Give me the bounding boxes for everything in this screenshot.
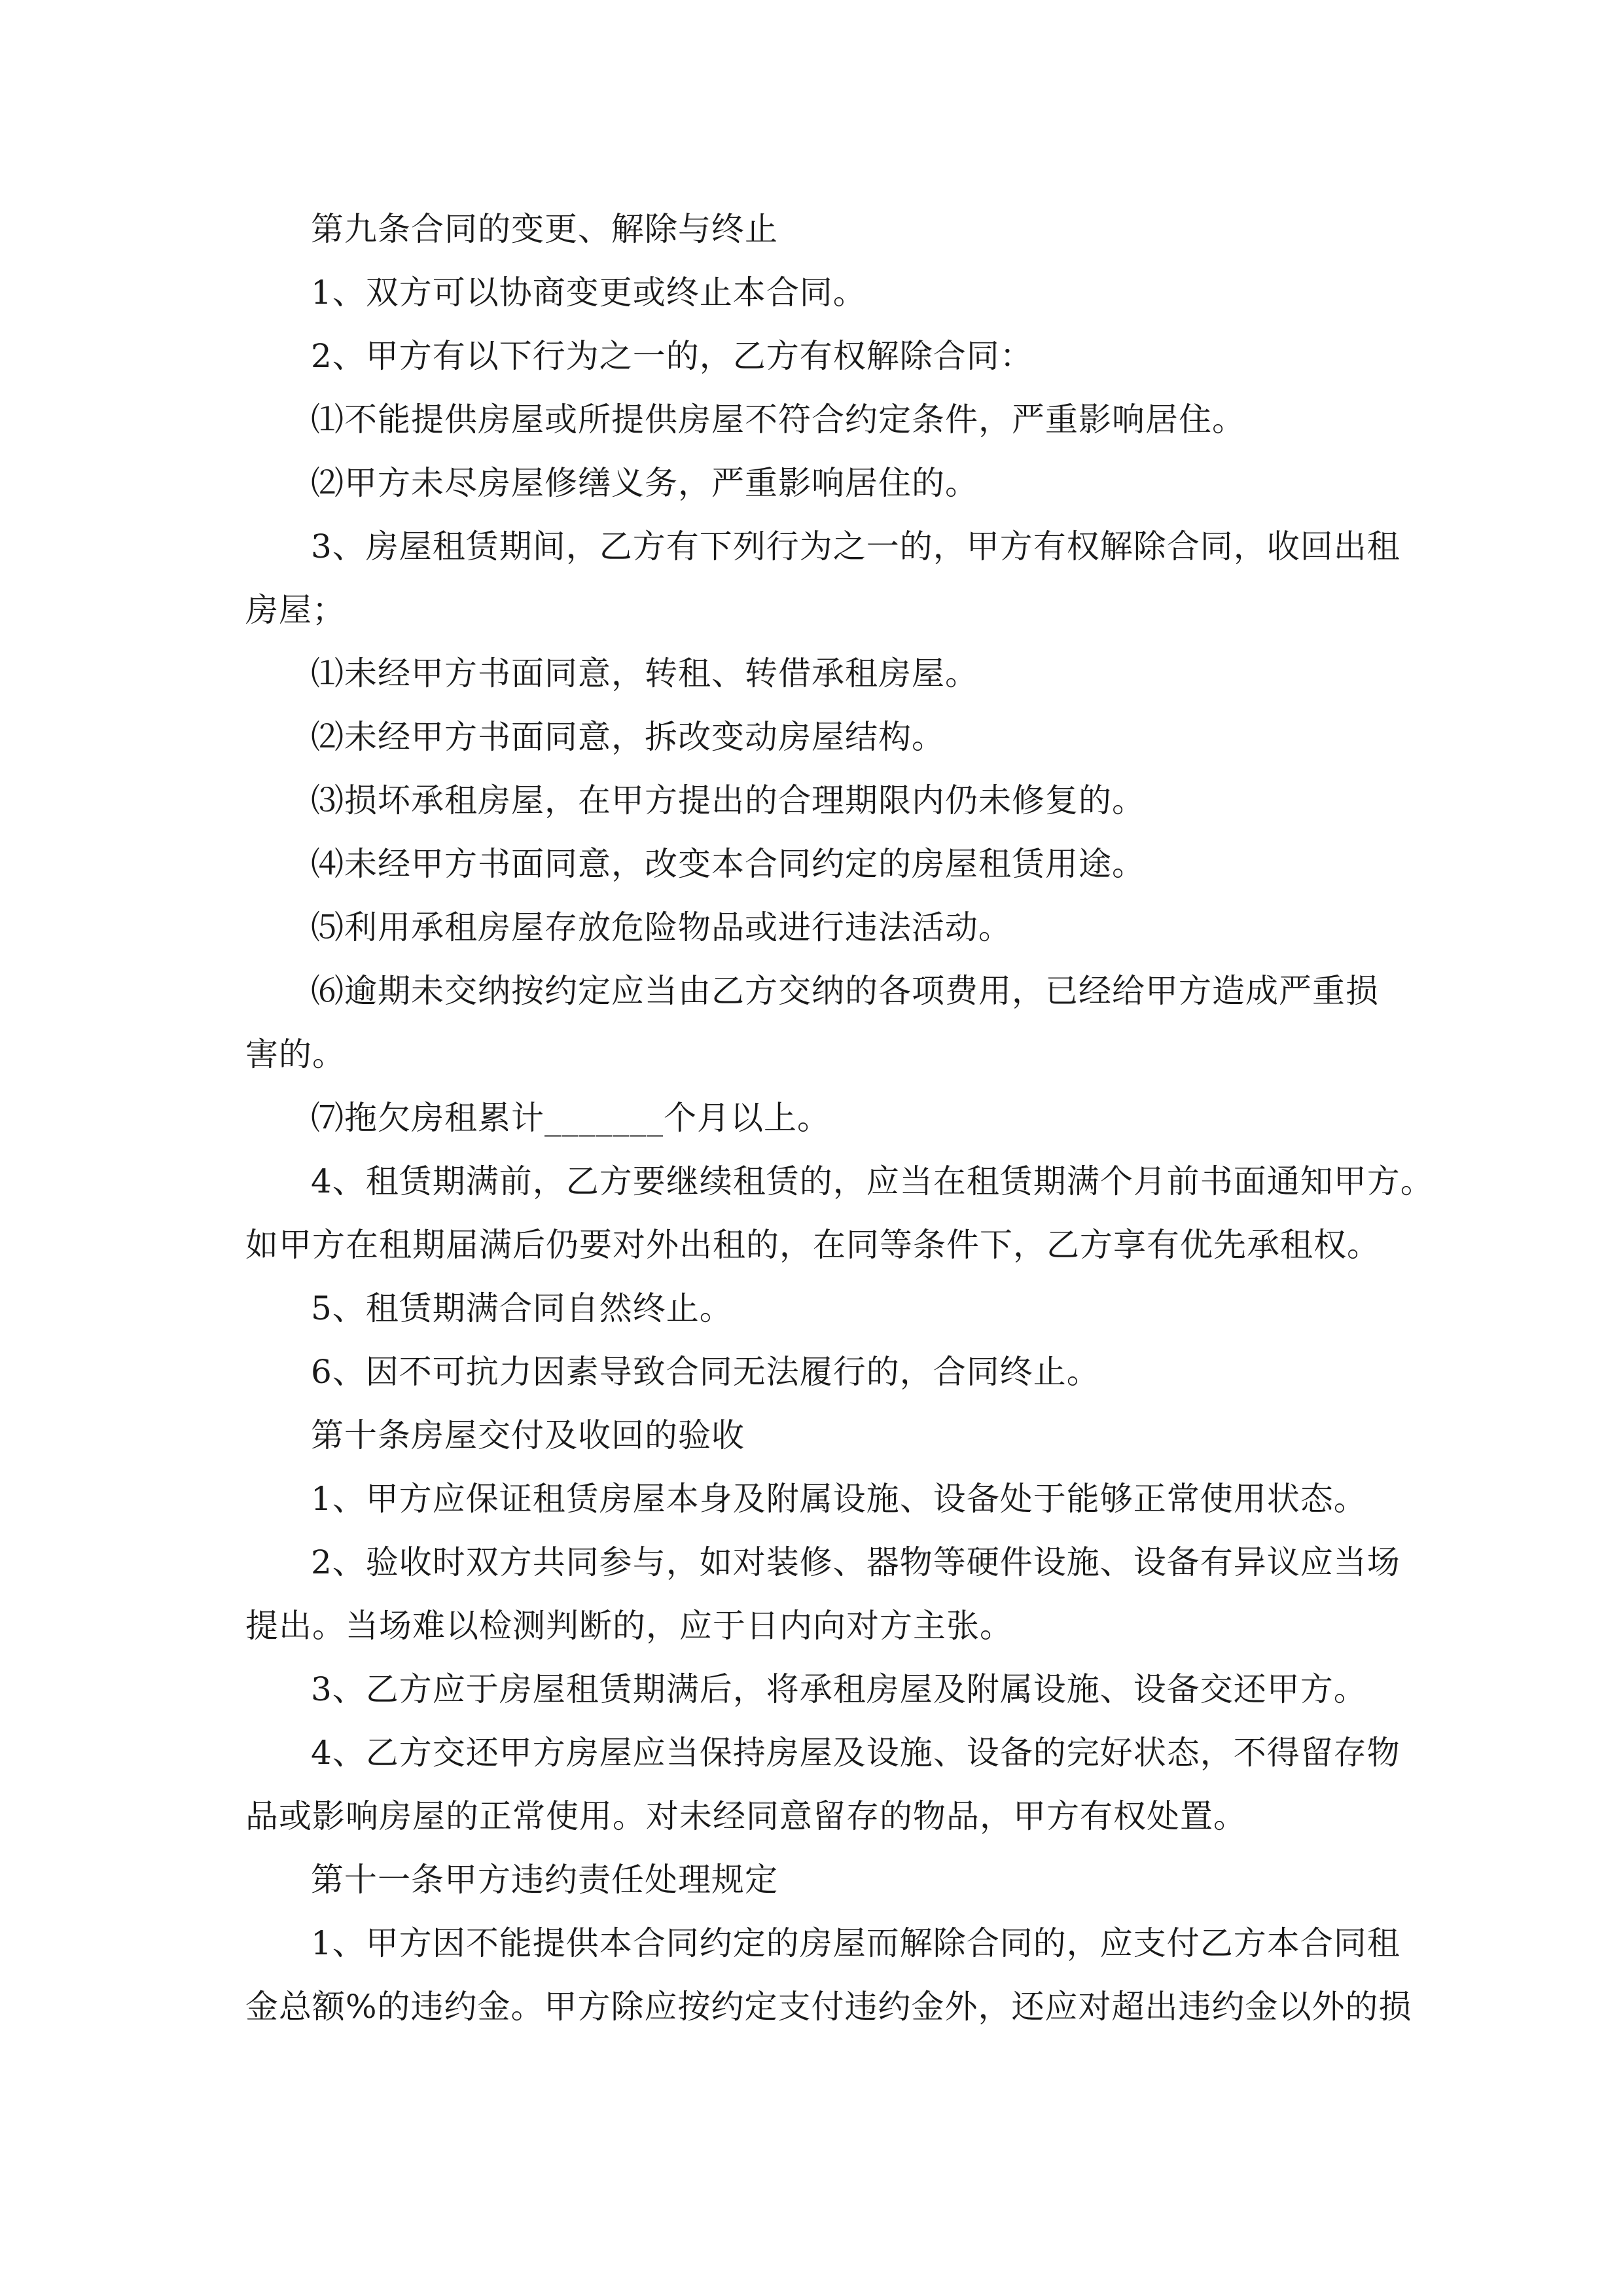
- paragraph-line: ⑴不能提供房屋或所提供房屋不符合约定条件，严重影响居住。: [311, 401, 1245, 439]
- paragraph-line: ⑺拖欠房租累计_______个月以上。: [311, 1099, 830, 1137]
- paragraph-line: ⑷未经甲方书面同意，改变本合同约定的房屋租赁用途。: [311, 845, 1145, 883]
- paragraph-line: 4、租赁期满前，乙方要继续租赁的，应当在租赁期满个月前书面通知甲方。: [311, 1162, 1434, 1200]
- paragraph-line: ⑴未经甲方书面同意，转租、转借承租房屋。: [311, 655, 978, 692]
- paragraph-line: 1、甲方应保证租赁房屋本身及附属设施、设备处于能够正常使用状态。: [311, 1480, 1367, 1518]
- paragraph-line: 房屋；: [245, 591, 346, 629]
- paragraph-line: 提出。当场难以检测判断的，应于日内向对方主张。: [245, 1607, 1013, 1645]
- paragraph-line: 4、乙方交还甲方房屋应当保持房屋及设施、设备的完好状态，不得留存物: [311, 1734, 1400, 1772]
- section-heading-10: 第十条房屋交付及收回的验收: [311, 1416, 745, 1454]
- section-heading-11: 第十一条甲方违约责任处理规定: [311, 1861, 778, 1899]
- paragraph-line: 3、乙方应于房屋租赁期满后，将承租房屋及附属设施、设备交还甲方。: [311, 1670, 1367, 1708]
- paragraph-line: 金总额%的违约金。甲方除应按约定支付违约金外，还应对超出违约金以外的损: [245, 1988, 1412, 2026]
- paragraph-line: 品或影响房屋的正常使用。对未经同意留存的物品，甲方有权处置。: [245, 1797, 1247, 1835]
- paragraph-line: ⑵甲方未尽房屋修缮义务，严重影响居住的。: [311, 464, 978, 502]
- paragraph-line: 1、双方可以协商变更或终止本合同。: [311, 274, 866, 312]
- paragraph-line: 6、因不可抗力因素导致合同无法履行的，合同终止。: [311, 1353, 1100, 1391]
- paragraph-line: ⑸利用承租房屋存放危险物品或进行违法活动。: [311, 908, 1012, 946]
- paragraph-line: 害的。: [245, 1035, 346, 1073]
- paragraph-line: 3、房屋租赁期间，乙方有下列行为之一的，甲方有权解除合同，收回出租: [311, 528, 1400, 565]
- paragraph-line: 5、租赁期满合同自然终止。: [311, 1289, 733, 1327]
- paragraph-line: 1、甲方因不能提供本合同约定的房屋而解除合同的，应支付乙方本合同租: [311, 1924, 1400, 1962]
- paragraph-line: 2、验收时双方共同参与，如对装修、器物等硬件设施、设备有异议应当场: [311, 1543, 1400, 1581]
- paragraph-line: 2、甲方有以下行为之一的，乙方有权解除合同：: [311, 337, 1033, 375]
- paragraph-line: ⑹逾期未交纳按约定应当由乙方交纳的各项费用，已经给甲方造成严重损: [311, 972, 1379, 1010]
- section-heading-9: 第九条合同的变更、解除与终止: [311, 210, 778, 248]
- paragraph-line: 如甲方在租期届满后仍要对外出租的，在同等条件下，乙方享有优先承租权。: [245, 1226, 1380, 1264]
- paragraph-line: ⑶损坏承租房屋，在甲方提出的合理期限内仍未修复的。: [311, 781, 1145, 819]
- paragraph-line: ⑵未经甲方书面同意，拆改变动房屋结构。: [311, 718, 945, 756]
